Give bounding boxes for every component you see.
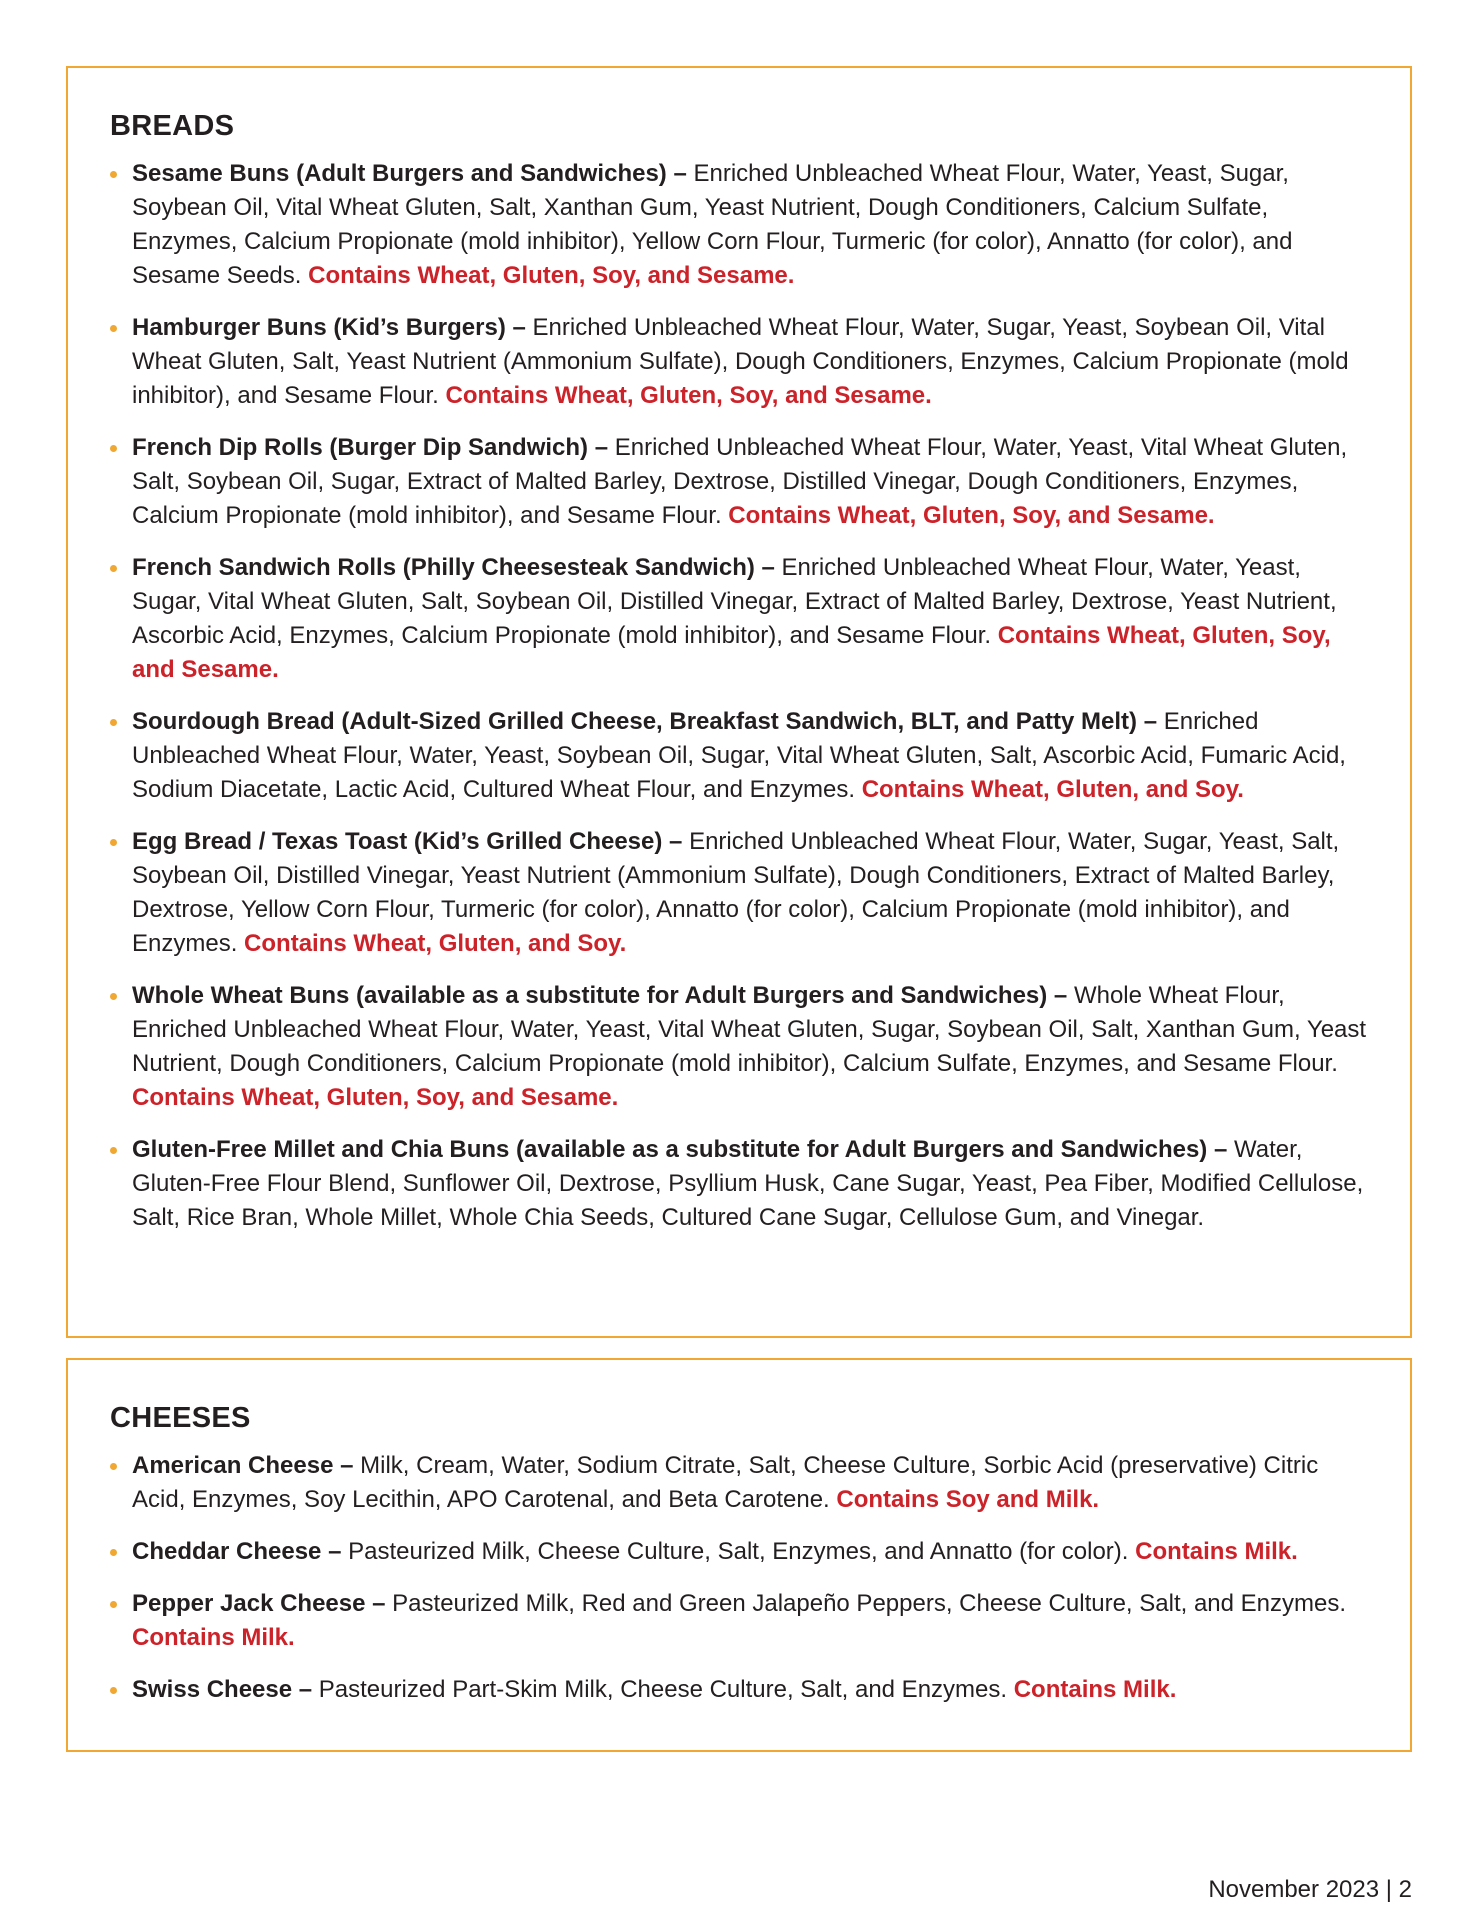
breads-section: [66, 66, 1412, 1338]
list-item: [110, 1535, 1370, 1569]
item-allergens: Contains Wheat, Gluten, Soy, and Sesame.: [308, 262, 795, 289]
item-name: Egg Bread / Texas Toast (Kid’s Grilled Cheese) –: [132, 828, 683, 855]
bullet-icon: [110, 1147, 117, 1154]
item-name: Sesame Buns (Adult Burgers and Sandwiches) –: [132, 160, 687, 187]
cheeses-list: [110, 1449, 1370, 1707]
item-allergens: Contains Milk.: [1013, 1676, 1177, 1703]
bullet-icon: [110, 565, 117, 572]
item-ingredients: Enriched Unbleached Wheat Flour, Water, Yeast, Sugar, Soybean Oil, Vital Wheat Gluten, Salt, Xanthan Gum, Yeast Nutrient, Dough Conditioners, Calcium Sulfate, Enzymes, Calcium Propionate (mold inhibitor), Yellow Corn Flour, Turmeric (for color), Annatto (for color), and Sesame Seeds.: [132, 160, 1293, 289]
item-name: French Sandwich Rolls (Philly Cheesesteak Sandwich) –: [132, 554, 775, 581]
list-item: [110, 979, 1370, 1115]
breads-heading: BREADS: [110, 110, 235, 142]
item-ingredients: Whole Wheat Flour, Enriched Unbleached Wheat Flour, Water, Yeast, Vital Wheat Gluten, Sugar, Soybean Oil, Salt, Xanthan Gum, Yeast Nutrient, Dough Conditioners, Calcium Propionate (mold inhibitor), Calcium Sulfate, Enzymes, and Sesame Flour.: [132, 982, 1367, 1077]
item-allergens: Contains Milk.: [1135, 1538, 1298, 1565]
item-name: Cheddar Cheese –: [132, 1538, 342, 1565]
item-name: Hamburger Buns (Kid’s Burgers) –: [132, 314, 526, 341]
breads-list: [110, 157, 1370, 1235]
list-item: [110, 1587, 1370, 1655]
bullet-icon: [110, 719, 117, 726]
cheeses-section: [66, 1358, 1412, 1752]
bullet-icon: [110, 1601, 117, 1608]
item-ingredients: Enriched Unbleached Wheat Flour, Water, Yeast, Soybean Oil, Sugar, Vital Wheat Gluten, Salt, Ascorbic Acid, Fumaric Acid, Sodium Diacetate, Lactic Acid, Cultured Wheat Flour, and Enzymes.: [132, 708, 1346, 803]
item-name: Sourdough Bread (Adult-Sized Grilled Cheese, Breakfast Sandwich, BLT, and Patty Melt) –: [132, 708, 1158, 735]
bullet-icon: [110, 1463, 117, 1470]
item-allergens: Contains Wheat, Gluten, Soy, and Sesame.: [132, 1084, 619, 1111]
item-ingredients: Enriched Unbleached Wheat Flour, Water, Sugar, Yeast, Salt, Soybean Oil, Distilled Vinegar, Yeast Nutrient (Ammonium Sulfate), Dough Conditioners, Extract of Malted Barley, Dextrose, Yellow Corn Flour, Turmeric (for color), Annatto (for color), Calcium Propionate (mold inhibitor), and Enzymes.: [132, 828, 1340, 957]
item-ingredients: Pasteurized Part-Skim Milk, Cheese Culture, Salt, and Enzymes.: [318, 1676, 1008, 1703]
list-item: [110, 431, 1370, 533]
item-allergens: Contains Soy and Milk.: [836, 1486, 1100, 1513]
list-item: [110, 1449, 1370, 1517]
list-item: [110, 1673, 1370, 1707]
bullet-icon: [110, 1687, 117, 1694]
item-allergens: Contains Milk.: [132, 1624, 295, 1651]
bullet-icon: [110, 171, 117, 178]
item-ingredients: Milk, Cream, Water, Sodium Citrate, Salt, Cheese Culture, Sorbic Acid (preservative) Citric Acid, Enzymes, Soy Lecithin, APO Carotenal, and Beta Carotene.: [132, 1452, 1319, 1513]
item-name: Swiss Cheese –: [132, 1676, 313, 1703]
page-footer: November 2023 | 2: [1208, 1876, 1412, 1903]
item-name: French Dip Rolls (Burger Dip Sandwich) –: [132, 434, 609, 461]
bullet-icon: [110, 325, 117, 332]
item-ingredients: Enriched Unbleached Wheat Flour, Water, Yeast, Vital Wheat Gluten, Salt, Soybean Oil, Sugar, Extract of Malted Barley, Dextrose, Distilled Vinegar, Dough Conditioners, Enzymes, Calcium Propionate (mold inhibitor), and Sesame Flour.: [132, 434, 1348, 529]
item-ingredients: Pasteurized Milk, Cheese Culture, Salt, Enzymes, and Annatto (for color).: [348, 1538, 1129, 1565]
list-item: [110, 157, 1370, 293]
bullet-icon: [110, 839, 117, 846]
cheeses-heading: CHEESES: [110, 1402, 251, 1434]
item-name: American Cheese –: [132, 1452, 354, 1479]
item-ingredients: Enriched Unbleached Wheat Flour, Water, Sugar, Yeast, Soybean Oil, Vital Wheat Gluten, Salt, Yeast Nutrient (Ammonium Sulfate), Dough Conditioners, Enzymes, Calcium Propionate (mold inhibitor), and Sesame Flour.: [132, 314, 1349, 409]
list-item: [110, 825, 1370, 961]
list-item: [110, 705, 1370, 807]
list-item: [110, 1133, 1370, 1235]
item-name: Pepper Jack Cheese –: [132, 1590, 386, 1617]
item-name: Whole Wheat Buns (available as a substitute for Adult Burgers and Sandwiches) –: [132, 982, 1068, 1009]
bullet-icon: [110, 993, 117, 1000]
item-allergens: Contains Wheat, Gluten, and Soy.: [244, 930, 627, 957]
item-ingredients: Water, Gluten-Free Flour Blend, Sunflower Oil, Dextrose, Psyllium Husk, Cane Sugar, Yeast, Pea Fiber, Modified Cellulose, Salt, Rice Bran, Whole Millet, Whole Chia Seeds, Cultured Cane Sugar, Cellulose Gum, and Vinegar.: [132, 1136, 1364, 1231]
bullet-icon: [110, 1549, 117, 1556]
list-item: [110, 551, 1370, 687]
bullet-icon: [110, 445, 117, 452]
item-allergens: Contains Wheat, Gluten, and Soy.: [861, 776, 1244, 803]
list-item: [110, 311, 1370, 413]
item-allergens: Contains Wheat, Gluten, Soy, and Sesame.: [728, 502, 1215, 529]
item-name: Gluten-Free Millet and Chia Buns (available as a substitute for Adult Burgers and Sandwiches) –: [132, 1136, 1228, 1163]
item-allergens: Contains Wheat, Gluten, Soy, and Sesame.: [132, 622, 1331, 683]
item-ingredients: Pasteurized Milk, Red and Green Jalapeño Peppers, Cheese Culture, Salt, and Enzymes.: [392, 1590, 1347, 1617]
item-ingredients: Enriched Unbleached Wheat Flour, Water, Yeast, Sugar, Vital Wheat Gluten, Salt, Soybean Oil, Distilled Vinegar, Extract of Malted Barley, Dextrose, Yeast Nutrient, Ascorbic Acid, Enzymes, Calcium Propionate (mold inhibitor), and Sesame Flour.: [132, 554, 1337, 649]
item-allergens: Contains Wheat, Gluten, Soy, and Sesame.: [445, 382, 932, 409]
